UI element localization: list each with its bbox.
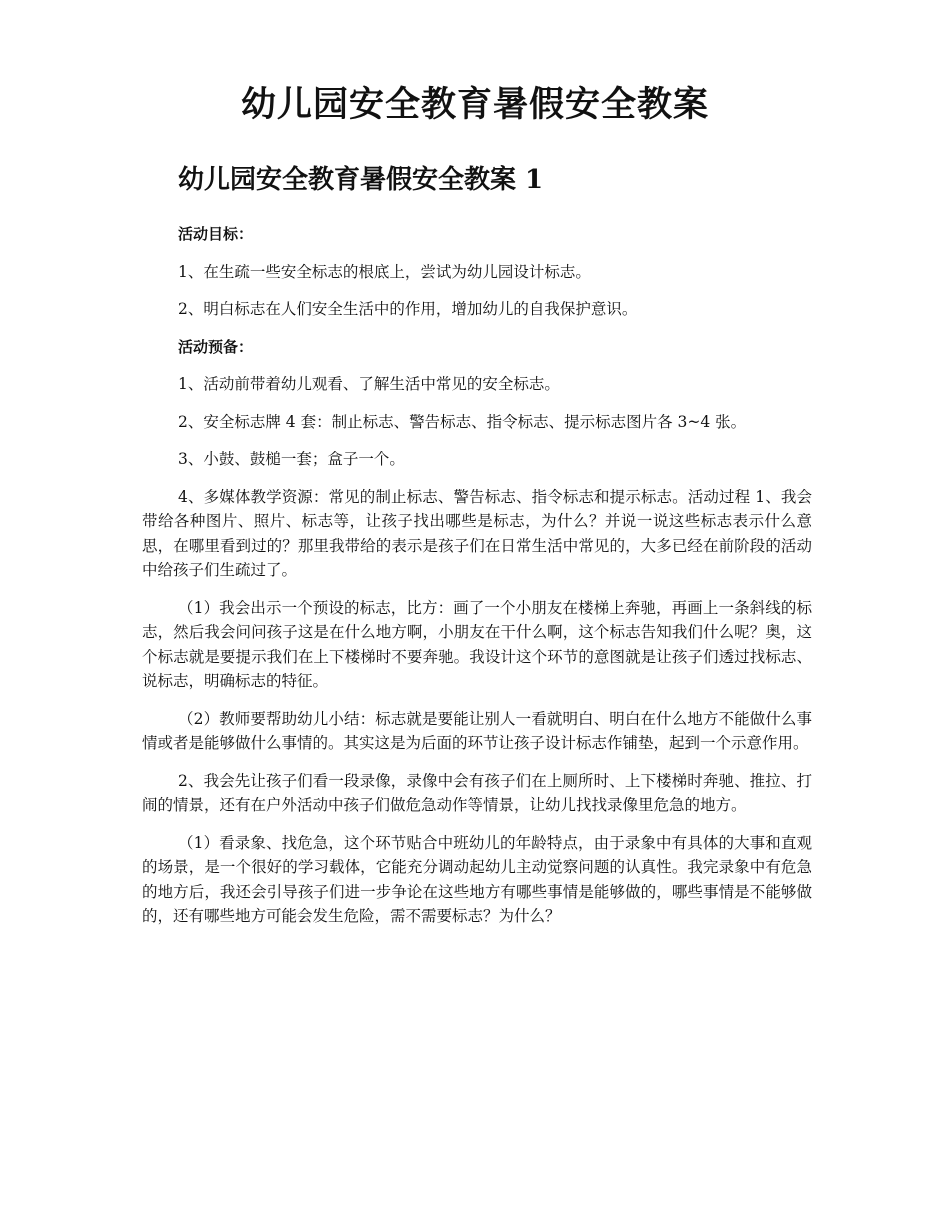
paragraph: 3、小鼓、鼓槌一套；盒子一个。 [178, 450, 405, 468]
paragraph: 4、多媒体教学资源：常见的制止标志、警告标志、指令标志和提示标志。活动过程 1、我会带给各种图片、照片、标志等，让孩子找出哪些是标志，为什么？并说一说这些标志表示什么意思，在哪里看到过的？那里我带给的表示是孩子们在日常生活中常见的，大多已经在前阶段的活动中给孩子们生疏过了。 [142, 487, 812, 579]
paragraph: 2、明白标志在人们安全生活中的作用，增加幼儿的自我保护意识。 [178, 300, 638, 318]
document-title: 幼儿园安全教育暑假安全教案 [240, 84, 709, 125]
document-body [142, 222, 812, 942]
paragraph: 1、活动前带着幼儿观看、了解生活中常见的安全标志。 [178, 375, 560, 393]
paragraph: 1、在生疏一些安全标志的根底上，尝试为幼儿园设计标志。 [178, 262, 591, 281]
section-label-goals: 活动目标： [178, 225, 254, 243]
section-label-preparation: 活动预备： [178, 337, 254, 356]
section-heading: 幼儿园安全教育暑假安全教案 1 [178, 165, 544, 195]
paragraph: （2）教师要帮助幼儿小结：标志就是要能让别人一看就明白、明白在什么地方不能做什么事情或者是能够做什么事情的。其实这是为后面的环节让孩子设计标志作铺垫，起到一个示意作用。 [142, 709, 812, 752]
paragraph: 2、我会先让孩子们看一段录像，录像中会有孩子们在上厕所时、上下楼梯时奔驰、推拉、打闹的情景，还有在户外活动中孩子们做危急动作等情景，让幼儿找找录像里危急的地方。 [142, 771, 812, 814]
paragraph: 2、安全标志牌 4 套：制止标志、警告标志、指令标志、提示标志图片各 3~4 张。 [178, 412, 747, 431]
paragraph: （1）我会出示一个预设的标志，比方：画了一个小朋友在楼梯上奔驰，再画上一条斜线的标志，然后我会问问孩子这是在什么地方啊，小朋友在干什么啊，这个标志告知我们什么呢？奥，这个标志就是要提示我们在上下楼梯时不要奔驰。我设计这个环节的意图就是让孩子们透过找标志、说标志，明确标志的特征。 [142, 598, 812, 690]
paragraph: （1）看录象、找危急，这个环节贴合中班幼儿的年龄特点，由于录象中有具体的大事和直观的场景，是一个很好的学习载体，它能充分调动起幼儿主动觉察问题的认真性。我完录象中有危急的地方后，我还会引导孩子们进一步争论在这些地方有哪些事情是能够做的，哪些事情是不能够做的，还有哪些地方可能会发生危险，需不需要标志？为什么？ [142, 833, 812, 925]
